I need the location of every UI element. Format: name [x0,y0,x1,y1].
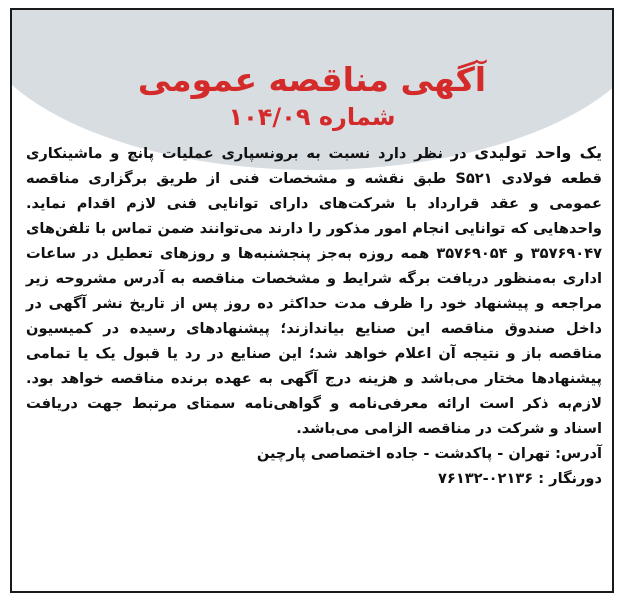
address-value: تهران - پاکدشت - جاده اختصاصی پارچین [256,445,556,462]
address-line [26,441,602,466]
notice-body [26,140,602,491]
fax-label: دورنگار : [538,470,602,487]
notice-text: در نظر دارد نسبت به برونسپاری عملیات پانچ و ماشینکاری قطعه فولادی S۵۲۱ طبق نقشه و مشخصات فنی از طریق برگزاری مناقصه عمومی و عقد قرارداد با شرکت‌های دارای توانایی فنی لازم اقدام نماید. واحدهایی که توانایی انجام امور مذکور را دارند می‌توانند ضمن تماس با تلفن‌های ۳۵۷۶۹۰۴۷ و ۳۵۷۶۹۰۵۴ همه روزه به‌جز پنجشنبه‌ها و روزهای تعطیل در ساعات اداری به‌منظور دریافت برگه شرایط و مشخصات مناقصه به آدرس مشروحه زیر مراجعه و پیشنهاد خود را ظرف مدت حداکثر ده روز پس از تاریخ نشر آگهی در داخل صندوق مناقصه این صنایع بیاندازند؛ پیشنهادهای رسیده در کمیسیون مناقصه باز و نتیجه آن اعلام خواهد شد؛ این صنایع در رد یا قبول یک یا تمامی پیشنهادها مختار می‌باشد و هزینه درج آگهی به عهده برنده مناقصه خواهد بود. لازم‌به ذکر است ارائه معرفی‌نامه و گواهی‌نامه سمتای مرتبط جهت دریافت اسناد و شرکت در مناقصه الزامی می‌باشد. [26,145,603,437]
fax-line [26,466,602,491]
fax-value: ۰۲۱۳۶-۷۶۱۳۲ [438,470,539,487]
notice-title: آگهی مناقصه عمومی [137,60,487,99]
notice-frame [10,8,614,593]
notice-paragraph [26,140,602,441]
notice-number: شماره ۱۰۴/۰۹ [228,103,396,131]
notice-lead: یک واحد تولیدی [474,143,602,162]
address-label: آدرس: [555,445,602,462]
